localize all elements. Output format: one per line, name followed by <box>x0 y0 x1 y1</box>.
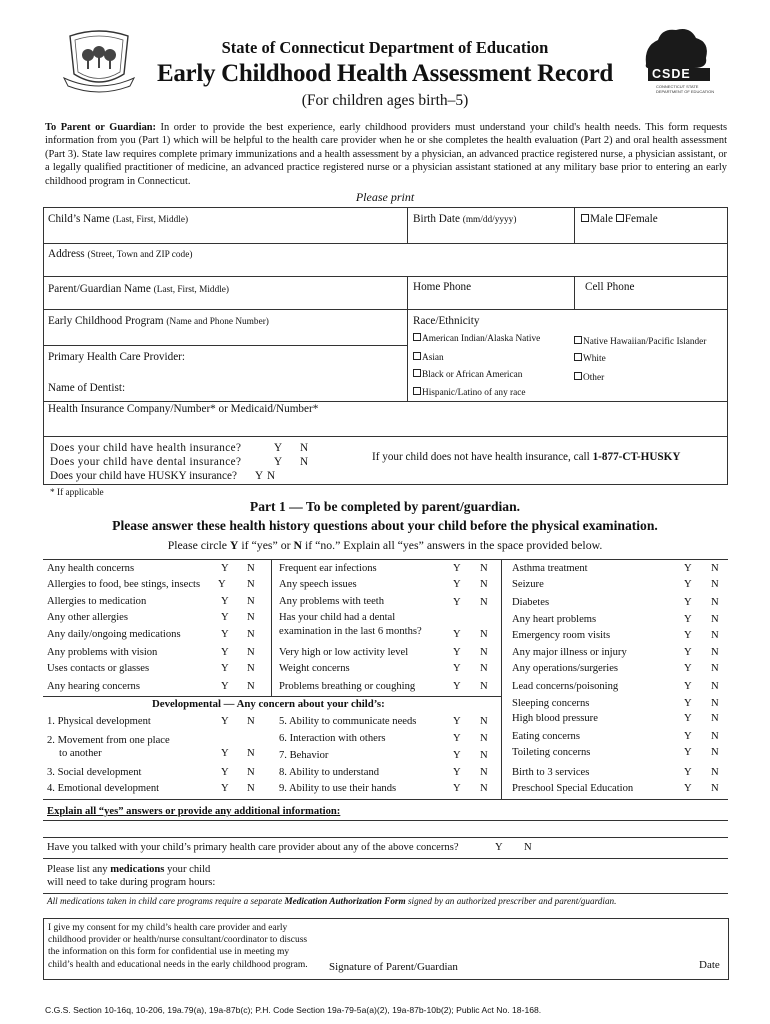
health-col1-3-no[interactable]: N <box>247 612 255 623</box>
dentist-label: Name of Dentist: <box>48 382 126 394</box>
health-col3-1-yes[interactable]: Y <box>684 579 692 590</box>
health-item: Frequent ear infections <box>279 563 377 574</box>
health-col2-2-no[interactable]: N <box>480 597 488 608</box>
health-col1-5-no[interactable]: N <box>247 647 255 658</box>
dev-item: 5. Ability to communicate needs <box>279 716 417 727</box>
health-item: Emergency room visits <box>512 630 611 641</box>
race-option-hispanic[interactable] <box>413 387 526 398</box>
health-item: Any problems with teeth <box>279 596 385 607</box>
checkbox-icon <box>574 372 582 380</box>
cell-phone-label: Cell Phone <box>585 281 635 293</box>
race-option-american-indian[interactable] <box>413 333 540 344</box>
checkbox-icon <box>413 387 421 395</box>
checkbox-icon <box>413 352 421 360</box>
dev-6-yes[interactable]: Y <box>453 733 461 744</box>
health-col2-2-yes[interactable]: Y <box>453 597 461 608</box>
program-input[interactable] <box>48 328 398 343</box>
program-text: Early Childhood Program <box>48 315 164 327</box>
health-col3-5-yes[interactable]: Y <box>684 647 692 658</box>
health-item: Eating concerns <box>512 731 580 742</box>
dev-4-yes[interactable]: Y <box>221 783 229 794</box>
race-option-native-hawaiian[interactable] <box>574 336 706 347</box>
dev-item: 4. Emotional development <box>47 783 160 794</box>
program-hint: (Name and Phone Number) <box>166 317 269 327</box>
health-item: Problems breathing or coughing <box>279 681 416 692</box>
birth-date-hint: (mm/dd/yyyy) <box>462 215 517 225</box>
talked-no[interactable]: N <box>524 842 532 853</box>
health-col1-4-no[interactable]: N <box>247 629 255 640</box>
health-col3-8-no[interactable]: N <box>711 698 719 709</box>
consent-text <box>48 922 308 971</box>
parent-name-hint: (Last, First, Middle) <box>153 285 230 295</box>
health-col2-0-no[interactable]: N <box>480 563 488 574</box>
child-name-hint: (Last, First, Middle) <box>112 215 189 225</box>
dev-item: 9. Ability to use their hands <box>279 783 397 794</box>
health-col2-3-no[interactable]: N <box>480 629 488 640</box>
home-phone-input[interactable] <box>413 295 568 308</box>
insurance-q3-no[interactable]: N <box>267 470 276 482</box>
intro-body: In order to provide the best experience, early childhood providers must understand your child's health needs. This form requests information from you (Part 1) which will be helpful to the health care provider when he or she completes the health evaluation (Part 2) and oral health assessment (Part 3). State law requires complete primary immunizations and a health assessment by a physician, an advanced practice registered nurse, a physician assistant, or a legally qualified practitioner of medicine, an advanced practice registered nurse or a physician assistant stationed at any military base prior to entering an early childhood program in Connecticut. <box>45 122 728 187</box>
consent-line: the information on this form for confidential use in meeting my <box>48 947 290 958</box>
race-option-asian[interactable] <box>413 352 444 363</box>
health-col2-3-yes[interactable]: Y <box>453 629 461 640</box>
talked-yes[interactable]: Y <box>495 842 503 853</box>
gender-field <box>581 213 658 225</box>
dev-9-no[interactable]: N <box>480 783 488 794</box>
health-item: Very high or low activity level <box>279 647 409 658</box>
health-item: Asthma treatment <box>512 563 588 574</box>
csde-logo-sub1: CONNECTICUT STATE <box>656 84 699 89</box>
health-item: Sleeping concerns <box>512 698 590 709</box>
health-item: Any health concerns <box>47 563 135 574</box>
dev-1-yes[interactable]: Y <box>221 716 229 727</box>
insurance-label: Health Insurance Company/Number* or Medicaid/Number* <box>48 403 319 415</box>
health-item: Any hearing concerns <box>47 681 140 692</box>
male-label: Male <box>590 213 613 225</box>
dev-item: 7. Behavior <box>279 750 329 761</box>
meds-note <box>47 896 616 906</box>
health-col1-3-yes[interactable]: Y <box>221 612 229 623</box>
health-item: Toileting concerns <box>512 747 591 758</box>
health-col1-5-yes[interactable]: Y <box>221 647 229 658</box>
dev-5-no[interactable]: N <box>480 716 488 727</box>
insurance-q2-yes[interactable]: Y <box>274 456 283 468</box>
race-option-other[interactable] <box>574 372 604 383</box>
birth-date-text: Birth Date <box>413 213 460 225</box>
instr-b: if “yes” or <box>238 538 294 552</box>
child-name-label <box>48 213 188 225</box>
address-text: Address <box>48 248 85 260</box>
parent-name-label <box>48 283 229 295</box>
health-item: Weight concerns <box>279 663 350 674</box>
explain-textarea[interactable] <box>45 821 725 837</box>
health-col3-2-no[interactable]: N <box>711 597 719 608</box>
child-name-input[interactable] <box>48 226 398 241</box>
developmental-header: Developmental — Any concern about your child’s: <box>152 698 385 710</box>
health-item: Allergies to medication <box>47 596 147 607</box>
birth-date-label <box>413 213 516 225</box>
health-col3-13-yes[interactable]: Y <box>684 783 692 794</box>
health-col3-10-no[interactable]: N <box>711 731 719 742</box>
footer-citation: C.G.S. Section 10-16q, 10-206, 19a.79(a), 19a-87b(c); P.H. Code Section 19a-79-5a(a)(2), 19a-87b-10b(2); Public Act No. 18-168. <box>45 1005 542 1015</box>
health-col3-9-no[interactable]: N <box>711 713 719 724</box>
insurance-q1 <box>50 442 241 454</box>
health-col3-3-yes[interactable]: Y <box>684 614 692 625</box>
health-col2-4-yes[interactable]: Y <box>453 647 461 658</box>
health-item: Uses contacts or glasses <box>47 663 150 674</box>
dev-item: 3. Social development <box>47 767 142 778</box>
home-phone-label: Home Phone <box>413 281 472 293</box>
checkbox-icon <box>413 333 421 341</box>
health-col2-0-yes[interactable]: Y <box>453 563 461 574</box>
health-col2-4-no[interactable]: N <box>480 647 488 658</box>
health-col2-5-yes[interactable]: Y <box>453 663 461 674</box>
checkbox-icon <box>574 353 582 361</box>
dev-4-no[interactable]: N <box>247 783 255 794</box>
health-col3-12-no[interactable]: N <box>711 767 719 778</box>
health-col1-1-no[interactable]: N <box>247 579 255 590</box>
dev-7-yes[interactable]: Y <box>453 750 461 761</box>
health-item: Preschool Special Education <box>512 783 634 794</box>
race-label: Race/Ethnicity <box>413 315 480 327</box>
instr-c: if “no.” Explain all “yes” answers in the space provided below. <box>302 538 603 552</box>
checkbox-icon <box>574 336 582 344</box>
csde-logo-sub2: DEPARTMENT OF EDUCATION <box>656 89 715 94</box>
health-item: Any problems with vision <box>47 647 158 658</box>
applicable-note: * If applicable <box>50 488 104 498</box>
meds-b: medications <box>110 864 165 875</box>
race-option-label: White <box>583 354 606 364</box>
insurance-q3-text: Does your child have HUSKY insurance? <box>50 470 237 482</box>
health-col1-0-yes[interactable]: Y <box>221 563 229 574</box>
talked-text: Have you talked with your child’s primary health care provider about any of the above concerns? <box>47 842 459 853</box>
meds-note-a: All medications taken in child care programs require a separate <box>47 896 285 906</box>
health-col3-7-yes[interactable]: Y <box>684 681 692 692</box>
part1-title: Part 1 — To be completed by parent/guardian. <box>249 499 521 514</box>
meds-input[interactable] <box>240 864 725 892</box>
explain-label: Explain all “yes” answers or provide any additional information: <box>47 806 341 817</box>
dentist-input[interactable] <box>140 382 400 396</box>
health-col3-4-yes[interactable]: Y <box>684 630 692 641</box>
health-col1-2-no[interactable]: N <box>247 596 255 607</box>
insurance-q1-no[interactable]: N <box>300 442 309 454</box>
csde-logo-text: CSDE <box>652 67 691 81</box>
health-item: Lead concerns/poisoning <box>512 681 619 692</box>
checkbox-icon <box>413 369 421 377</box>
health-col3-3-no[interactable]: N <box>711 614 719 625</box>
provider-label: Primary Health Care Provider: <box>48 351 186 363</box>
health-col3-9-yes[interactable]: Y <box>684 713 692 724</box>
race-option-label: Asian <box>422 353 444 363</box>
health-col1-2-yes[interactable]: Y <box>221 596 229 607</box>
meds-note-c: signed by an authorized prescriber and parent/guardian. <box>405 896 617 906</box>
health-col2-1-no[interactable]: N <box>480 579 488 590</box>
race-option-label: Other <box>583 373 605 383</box>
dev-2-no[interactable]: N <box>247 748 255 759</box>
provider-input[interactable] <box>200 351 400 365</box>
dev-7-no[interactable]: N <box>480 750 488 761</box>
health-item: Any speech issues <box>279 579 357 590</box>
health-item: Diabetes <box>512 597 550 608</box>
dev-3-yes[interactable]: Y <box>221 767 229 778</box>
female-label: Female <box>624 213 658 225</box>
insurance-input[interactable] <box>48 417 718 433</box>
dev-item: 1. Physical development <box>47 716 151 727</box>
race-option-label: American Indian/Alaska Native <box>422 334 541 344</box>
insurance-q2-text: Does your child have dental insurance? <box>50 456 242 468</box>
health-col3-0-no[interactable]: N <box>711 563 719 574</box>
dev-1-no[interactable]: N <box>247 716 255 727</box>
intro-paragraph <box>45 121 727 188</box>
health-col1-7-no[interactable]: N <box>247 681 255 692</box>
husky-number: 1-877-CT-HUSKY <box>592 451 681 463</box>
race-option-label: Native Hawaiian/Pacific Islander <box>583 337 707 347</box>
page-subtitle: (For children ages birth–5) <box>301 92 469 109</box>
health-col1-4-yes[interactable]: Y <box>221 629 229 640</box>
health-item: High blood pressure <box>512 713 598 724</box>
health-col1-1-yes[interactable]: Y <box>218 579 226 590</box>
race-option-label: Black or African American <box>422 370 523 380</box>
insurance-q2-no[interactable]: N <box>300 456 309 468</box>
husky-note <box>372 451 680 463</box>
instr-a: Please circle <box>167 538 230 552</box>
health-col3-5-no[interactable]: N <box>711 647 719 658</box>
health-col1-7-yes[interactable]: Y <box>221 681 229 692</box>
meds-label <box>47 864 210 875</box>
health-col2-6-no[interactable]: N <box>480 681 488 692</box>
race-option-label: Hispanic/Latino of any race <box>422 388 526 398</box>
parent-name-text: Parent/Guardian Name <box>48 283 151 295</box>
insurance-q1-text: Does your child have health insurance? <box>50 442 242 454</box>
signature-input[interactable] <box>470 955 670 975</box>
health-col1-0-no[interactable]: N <box>247 563 255 574</box>
date-label: Date <box>699 959 720 971</box>
dev-item: 2. Movement from one place <box>47 735 170 746</box>
dev-8-yes[interactable]: Y <box>453 767 461 778</box>
health-col3-0-yes[interactable]: Y <box>684 563 692 574</box>
dev-3-no[interactable]: N <box>247 767 255 778</box>
address-label <box>48 248 192 260</box>
health-col3-2-yes[interactable]: Y <box>684 597 692 608</box>
consent-line: childhood provider or health/nurse consultant/coordinator to discuss <box>48 935 308 946</box>
health-col1-6-yes[interactable]: Y <box>221 663 229 674</box>
page-title: Early Childhood Health Assessment Record <box>156 60 614 87</box>
dev-9-yes[interactable]: Y <box>453 783 461 794</box>
address-input[interactable] <box>48 261 718 275</box>
health-item: Allergies to food, bee stings, insects <box>47 579 201 590</box>
health-col3-1-no[interactable]: N <box>711 579 719 590</box>
health-col3-6-no[interactable]: N <box>711 663 719 674</box>
health-col2-6-yes[interactable]: Y <box>453 681 461 692</box>
consent-line: I give my consent for my child’s health care provider and early <box>48 923 288 933</box>
health-col3-4-no[interactable]: N <box>711 630 719 641</box>
dev-6-no[interactable]: N <box>480 733 488 744</box>
health-item: Any operations/surgeries <box>512 663 619 674</box>
insurance-q2 <box>50 456 241 468</box>
insurance-q3 <box>50 470 237 482</box>
health-col3-6-yes[interactable]: Y <box>684 663 692 674</box>
part1-instructions <box>0 538 770 553</box>
address-hint: (Street, Town and ZIP code) <box>87 250 193 260</box>
department-line: State of Connecticut Department of Education <box>221 38 549 57</box>
meds-note-b: Medication Authorization Form <box>284 896 406 906</box>
health-item: Any daily/ongoing medications <box>47 629 181 640</box>
intro-lead: To Parent or Guardian: <box>45 122 157 133</box>
health-item: Seizure <box>512 579 544 590</box>
insurance-q1-yes[interactable]: Y <box>274 442 283 454</box>
talked-question <box>47 842 459 853</box>
dev-5-yes[interactable]: Y <box>453 716 461 727</box>
health-col2-5-no[interactable]: N <box>480 663 488 674</box>
health-item: Any major illness or injury <box>512 647 627 658</box>
health-item: Any heart problems <box>512 614 597 625</box>
meds-a: Please list any <box>47 864 111 875</box>
dev-item: 6. Interaction with others <box>279 733 386 744</box>
health-col3-11-yes[interactable]: Y <box>684 747 692 758</box>
health-col3-7-no[interactable]: N <box>711 681 719 692</box>
husky-note-text: If your child does not have health insurance, call <box>372 451 593 463</box>
health-col3-10-yes[interactable]: Y <box>684 731 692 742</box>
dev-item: 8. Ability to understand <box>279 767 380 778</box>
health-col3-13-no[interactable]: N <box>711 783 719 794</box>
health-item: Has your child had a dental <box>279 612 396 623</box>
instr-n: N <box>293 538 303 552</box>
consent-line: child’s health and educational needs in the early childhood program. <box>48 959 308 970</box>
meds-c: your child <box>164 864 211 875</box>
insurance-q3-yes[interactable]: Y <box>255 470 264 482</box>
health-col3-8-yes[interactable]: Y <box>684 698 692 709</box>
dev-2-yes[interactable]: Y <box>221 748 229 759</box>
dev-item: to another <box>59 748 102 759</box>
health-col3-11-no[interactable]: N <box>711 747 719 758</box>
female-checkbox[interactable] <box>616 214 624 222</box>
signature-label: Signature of Parent/Guardian <box>329 961 458 973</box>
health-item: examination in the last 6 months? <box>279 626 422 637</box>
part1-subtitle: Please answer these health history questions about your child before the physical examination. <box>112 518 658 533</box>
birth-date-input[interactable] <box>413 226 568 241</box>
parent-name-input[interactable] <box>48 295 398 308</box>
health-item: Any other allergies <box>47 612 128 623</box>
race-option-black[interactable] <box>413 369 522 380</box>
male-checkbox[interactable] <box>581 214 589 222</box>
health-col1-6-no[interactable]: N <box>247 663 255 674</box>
health-col2-1-yes[interactable]: Y <box>453 579 461 590</box>
health-item: Birth to 3 services <box>512 767 590 778</box>
dev-8-no[interactable]: N <box>480 767 488 778</box>
please-print: Please print <box>355 190 415 204</box>
meds-label-2: will need to take during program hours: <box>47 877 216 888</box>
health-col3-12-yes[interactable]: Y <box>684 767 692 778</box>
cell-phone-input[interactable] <box>585 295 720 308</box>
child-name-text: Child’s Name <box>48 213 110 225</box>
csde-logo <box>636 24 714 98</box>
race-option-white[interactable] <box>574 353 606 364</box>
instr-y: Y <box>229 538 239 552</box>
program-label <box>48 315 269 327</box>
